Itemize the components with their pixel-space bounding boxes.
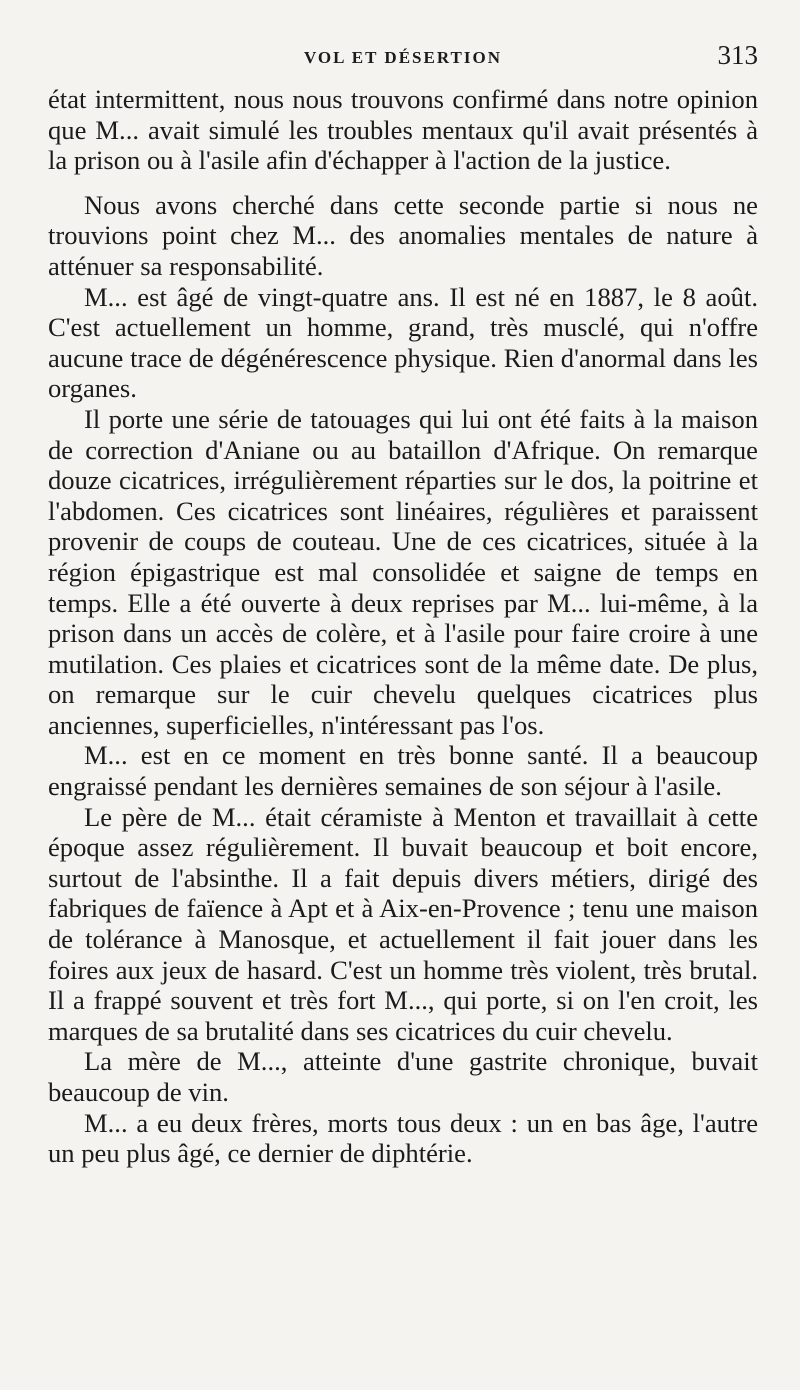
page-header — [48, 40, 758, 76]
paragraph: Il porte une série de tatouages qui lui ont été faits à la maison de correction d'Aniane ou au bataillon d'Afrique. On remarque douze cicatrices, irrégulièrement réparties sur le dos, la poitrine et l'abdomen. Ces cicatrices sont linéaires, régulières et paraissent provenir de coups de couteau. Une de ces cicatrices, située à la région épigastrique est mal consolidée et saigne de temps en temps. Elle a été ouverte à deux reprises par M... lui-même, à la prison dans un accès de colère, et à l'asile pour faire croire à une mutilation. Ces plaies et cicatrices sont de la même date. De plus, on remarque sur le cuir chevelu quelques cicatrices plus anciennes, superficielles, n'intéressant pas l'os. — [48, 403, 758, 740]
paragraph: M... est en ce moment en très bonne santé. Il a beaucoup engraissé pendant les dernières semaines de son séjour à l'asile. — [48, 740, 758, 802]
running-title: VOL ET DÉSERTION — [304, 48, 502, 67]
paragraph: M... est âgé de vingt-quatre ans. Il est né en 1887, le 8 août. C'est actuellement un homme, grand, très musclé, qui n'offre aucune trace de dégénérescence physique. Rien d'anormal dans les organes. — [48, 281, 758, 404]
page-number: 313 — [717, 40, 758, 70]
paragraph-continuation: état intermittent, nous nous trouvons confirmé dans notre opinion que M... avait simulé les troubles mentaux qu'il avait présentés à la prison ou à l'asile afin d'échapper à l'action de la justice. — [48, 84, 758, 176]
paragraph: M... a eu deux frères, morts tous deux : un en bas âge, l'autre un peu plus âgé, ce dernier de diphtérie. — [48, 1107, 758, 1169]
body-text — [48, 84, 758, 1169]
paragraph: La mère de M..., atteinte d'une gastrite chronique, buvait beaucoup de vin. — [48, 1046, 758, 1107]
paragraph: Le père de M... était céramiste à Menton et travaillait à cette époque assez régulièrement. Il buvait beaucoup et boit encore, surtout de l'absinthe. Il a fait depuis divers métiers, dirigé des fabriques de faïence à Apt et à Aix-en-Provence ; tenu une maison de tolérance à Manosque, et actuellement il fait jouer dans les foires aux jeux de hasard. C'est un homme très violent, très brutal. Il a frappé souvent et très fort M..., qui porte, si on l'en croit, les marques de sa brutalité dans ses cicatrices du cuir chevelu. — [48, 801, 758, 1046]
paragraph: Nous avons cherché dans cette seconde partie si nous ne trouvions point chez M... des anomalies mentales de nature à atténuer sa responsabilité. — [48, 189, 758, 281]
